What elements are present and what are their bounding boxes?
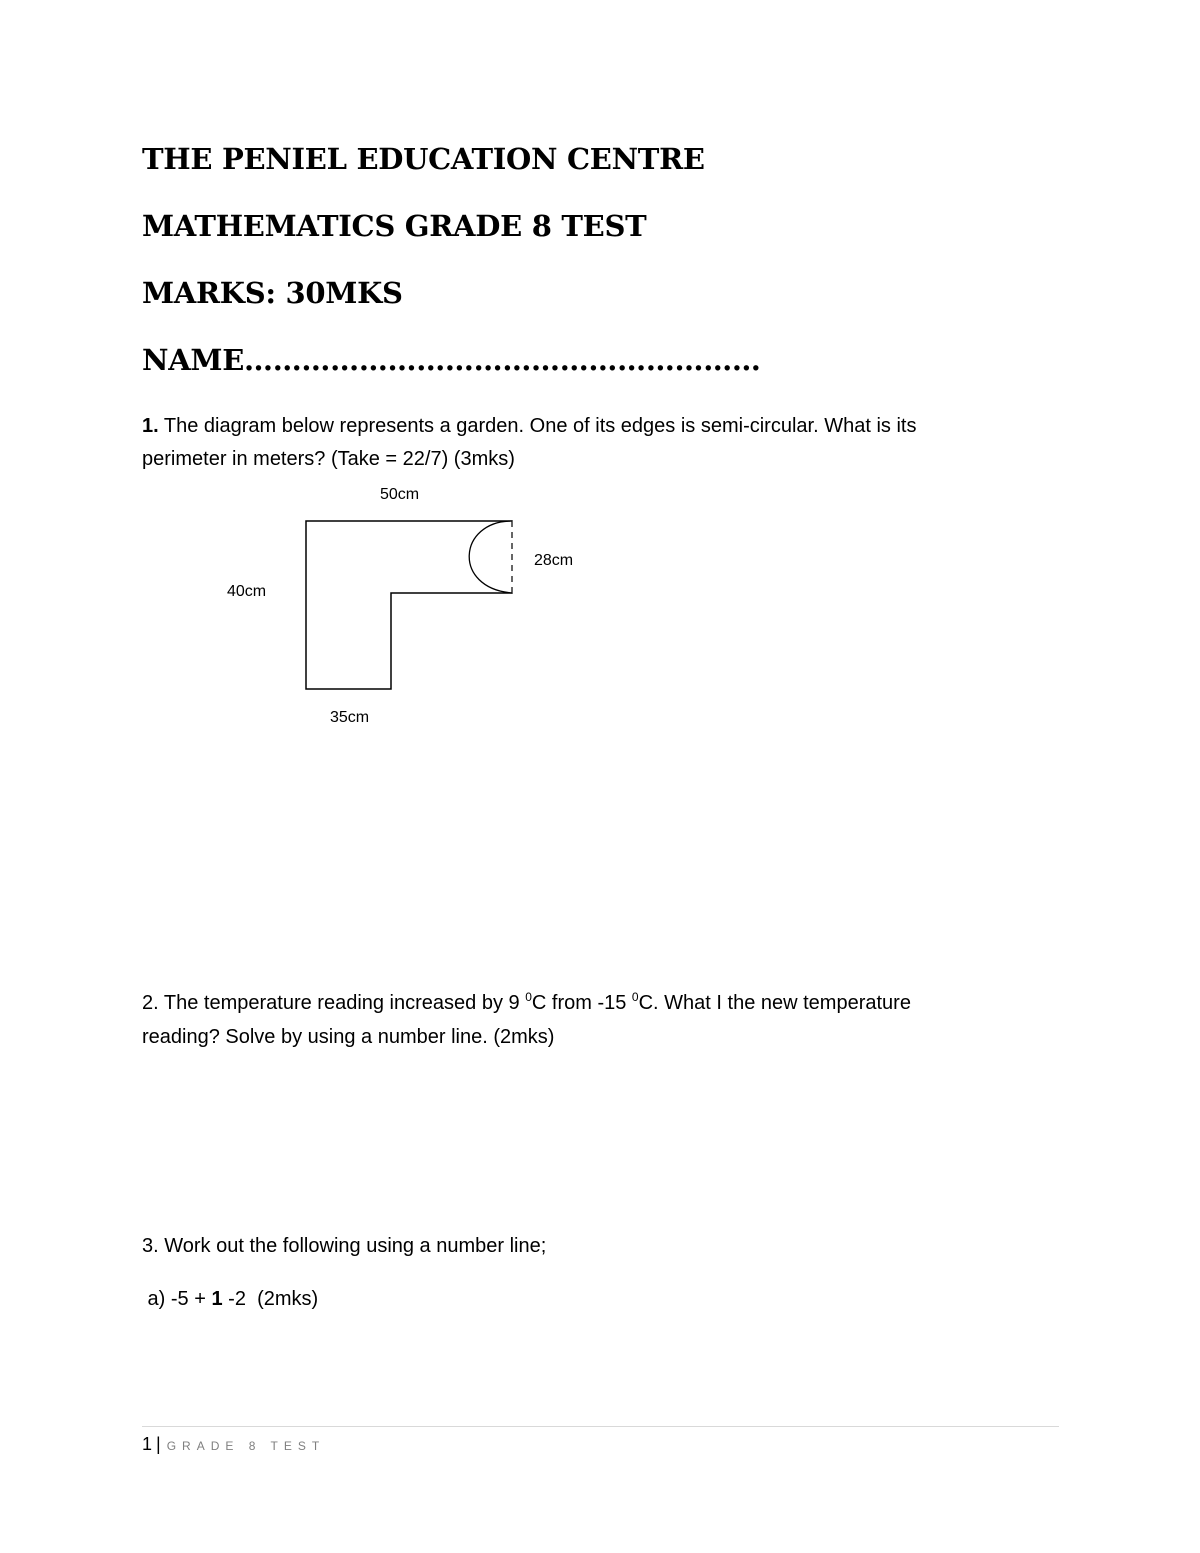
bottom-dimension-label: 35cm bbox=[330, 709, 370, 726]
school-name: THE PENIEL EDUCATION CENTRE bbox=[142, 142, 705, 176]
left-dimension-label: 40cm bbox=[227, 583, 267, 600]
question-1-text: The diagram below represents a garden. One of its edges is semi-circular. What is its bbox=[163, 415, 917, 437]
test-title: MATHEMATICS GRADE 8 TEST bbox=[142, 209, 647, 243]
top-dimension-label: 50cm bbox=[380, 486, 420, 503]
garden-diagram bbox=[200, 478, 620, 738]
question-3-text: 3. Work out the following using a number line; bbox=[142, 1235, 547, 1257]
page-footer bbox=[142, 1434, 325, 1455]
question-1-number: 1. bbox=[142, 415, 159, 437]
degree-symbol: 0 bbox=[631, 990, 639, 1004]
question-2-line-2: reading? Solve by using a number line. (2mks) bbox=[142, 1026, 555, 1048]
name-line: NAME……………………………………………… bbox=[142, 343, 761, 377]
garden-outline bbox=[306, 521, 512, 689]
degree-symbol: 0 bbox=[525, 990, 532, 1004]
footer-separator: | bbox=[156, 1434, 161, 1454]
footer-divider bbox=[142, 1426, 1059, 1427]
right-dimension-label: 28cm bbox=[534, 552, 574, 569]
question-1-line-2: perimeter in meters? (Take = 22/7) (3mks) bbox=[142, 448, 515, 470]
marks-total: MARKS: 30MKS bbox=[142, 276, 403, 310]
question-2-line-1: 2. The temperature reading increased by 9 $^0$C from -15 $^0$C. What I the new temperature bbox=[142, 990, 911, 1014]
footer-label: GRADE 8 TEST bbox=[166, 1439, 326, 1453]
page-number: 1 bbox=[142, 1434, 153, 1454]
semicircle-edge bbox=[469, 521, 512, 593]
question-1-line-1 bbox=[142, 410, 916, 443]
question-3a: a) -5 + 1 -2 (2mks) bbox=[142, 1288, 319, 1310]
